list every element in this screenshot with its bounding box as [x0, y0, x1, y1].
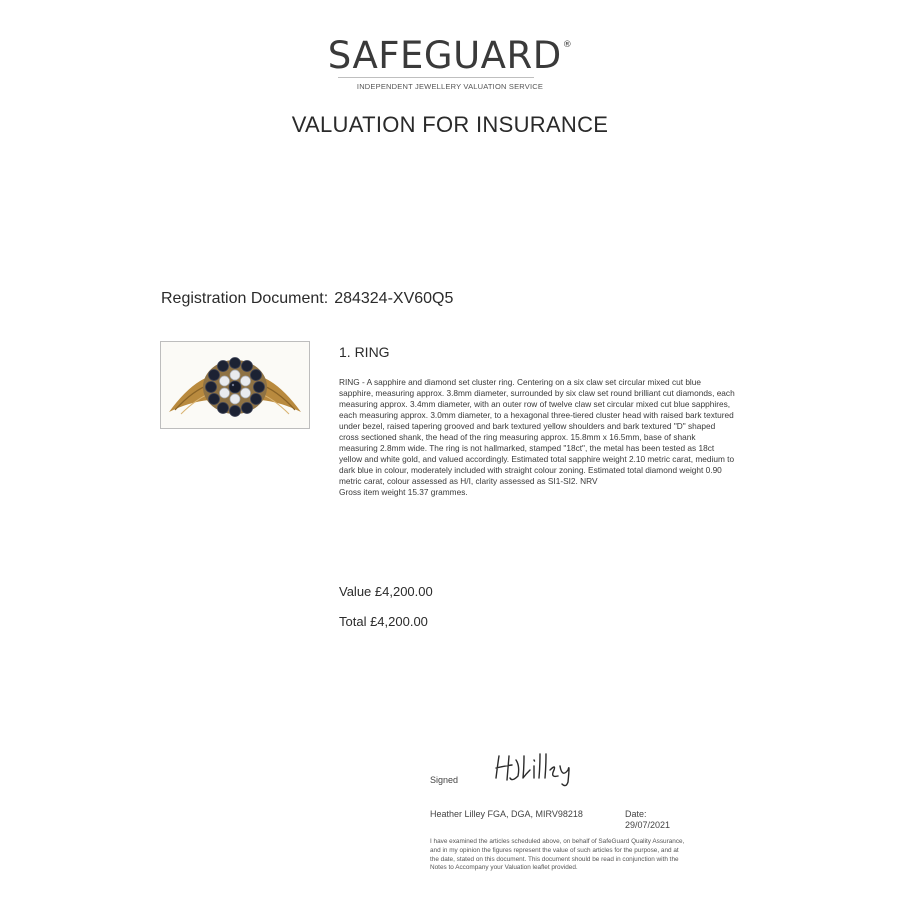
gross-weight: Gross item weight 15.37 grammes. — [339, 487, 468, 497]
item-description — [339, 377, 735, 498]
document-title: VALUATION FOR INSURANCE — [291, 112, 609, 137]
brand-name: SAFEGUARD — [327, 34, 562, 77]
item-value: Value £4,200.00 — [339, 584, 433, 599]
logo-divider — [338, 77, 534, 78]
brand-tagline: INDEPENDENT JEWELLERY VALUATION SERVICE — [356, 82, 544, 91]
signed-label: Signed — [430, 775, 459, 785]
ring-photo-icon — [161, 342, 309, 428]
valuer-name: Heather Lilley FGA, DGA, MIRV98218 — [430, 809, 583, 819]
date-value: 29/07/2021 — [625, 820, 671, 830]
item-title: 1. RING — [339, 344, 390, 360]
signature — [490, 748, 590, 788]
description-text: RING - A sapphire and diamond set cluster ring. Centering on a six claw set circular mixed cut blue sapphire, measuring approx. 3.8mm diameter, surrounded by six claw set round brilliant cut diamonds, each measuring approx. 3.4mm diameter, with an outer row of twelve claw set circular mixed cut blue sapphires, each measuring approx. 3.0mm diameter, to a hexagonal three-tiered cluster head with raised bark textured under bezel, raised tapering grooved and bark textured yellow shoulders and bark textured "D" shaped cross sectioned shank, the head of the ring measuring approx. 15.8mm x 16.5mm, base of shank measuring 2.8mm wide. The ring is not hallmarked, stamped "18ct", the metal has been tested as 18ct yellow and white gold, and valued accordingly. Estimated total sapphire weight 2.10 metric carat, medium to dark blue in colour, moderately included with straight colour zoning. Estimated total diamond weight 0.90 metric carat, colour assessed as H/I, clarity assessed as SI1-SI2. NRV — [339, 377, 735, 486]
date-label: Date: — [625, 809, 647, 819]
ring-photo — [160, 341, 310, 429]
total-value: Total £4,200.00 — [339, 614, 428, 629]
registration-number: 284324-XV60Q5 — [334, 290, 454, 307]
registered-mark: ® — [562, 40, 573, 50]
valuer-declaration: I have examined the articles scheduled above, on behalf of SafeGuard Quality Assurance, and in my opinion the figures represent the value of such articles for the purpose, and at the date, stated on this document. This document should be read in conjunction with the Notes to Accompany your Valuation leaflet provided. — [430, 838, 685, 872]
registration-label: Registration Document: — [161, 290, 329, 307]
safeguard-logo — [0, 34, 900, 77]
registration-line — [161, 290, 453, 308]
